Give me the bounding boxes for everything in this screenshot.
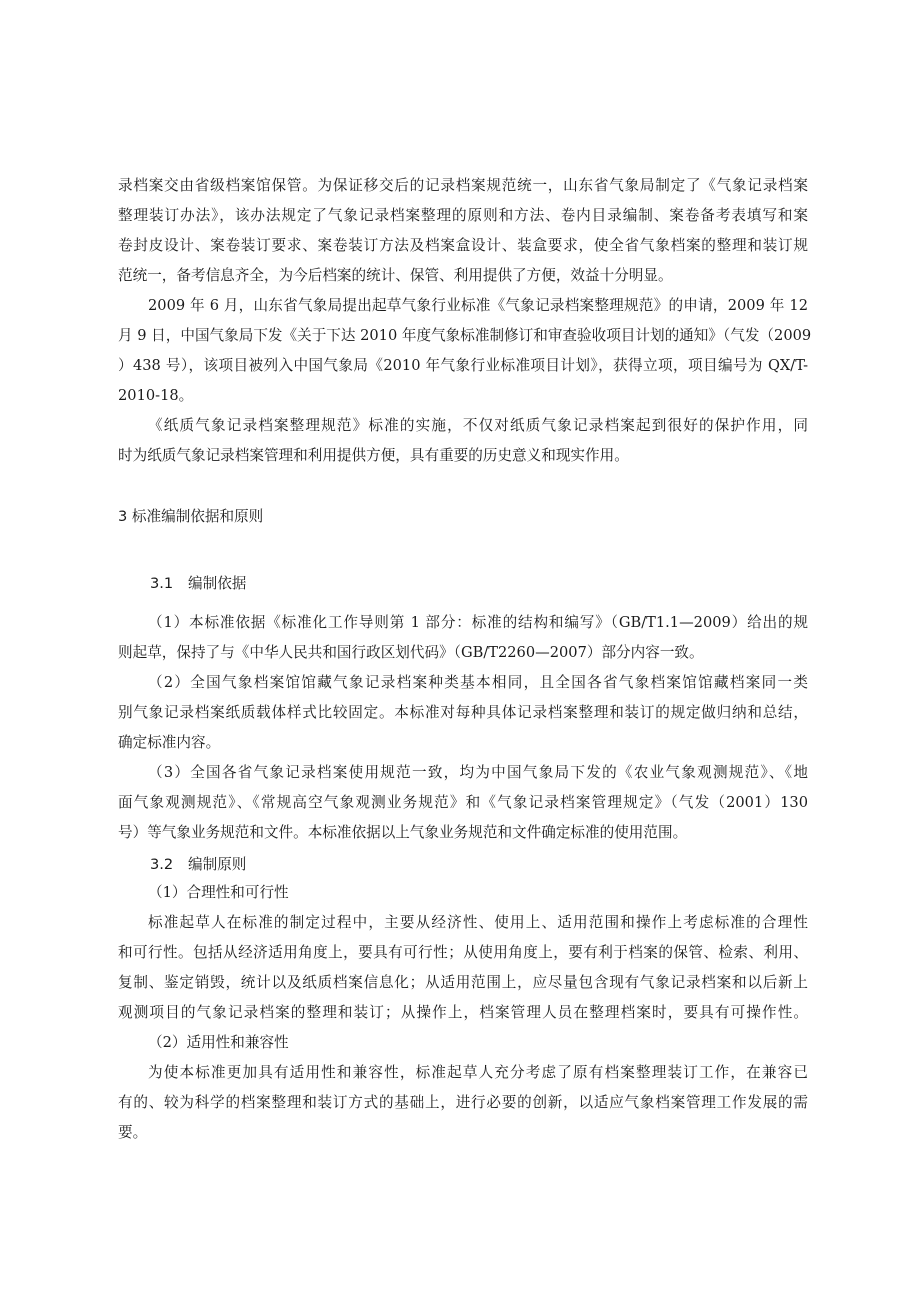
- text-line: 整理装订办法》，该办法规定了气象记录档案整理的原则和方法、卷内目录编制、案卷备考表填写和案: [118, 207, 808, 224]
- text-line: 观测项目的气象记录档案的整理和装订；从操作上，档案管理人员在整理档案时，要具有可操作性。: [118, 1004, 808, 1021]
- text-line: ）438 号），该项目被列入中国气象局《2010 年气象行业标准项目计划》，获得立项，项目编号为 QX/T-: [118, 357, 808, 374]
- text-line: 号）等气象业务规范和文件。本标准依据以上气象业务规范和文件确定标准的使用范围。: [118, 824, 688, 841]
- text-line: 2009 年 6 月，山东省气象局提出起草气象行业标准《气象记录档案整理规范》的申请，2009 年 12: [148, 297, 808, 314]
- text-line: 《纸质气象记录档案整理规范》标准的实施，不仅对纸质气象记录档案起到很好的保护作用，同: [148, 417, 808, 434]
- text-line: 时为纸质气象记录档案管理和利用提供方便，具有重要的历史意义和现实作用。: [118, 447, 629, 464]
- heading-title: 编制原则: [188, 856, 247, 873]
- text-line: 范统一，备考信息齐全，为今后档案的统计、保管、利用提供了方便，效益十分明显。: [118, 267, 673, 284]
- text-line: 确定标准内容。: [118, 734, 221, 751]
- text-line: 要。: [118, 1124, 148, 1141]
- section-heading-3: 3 标准编制依据和原则: [118, 508, 264, 525]
- text-line: 标准起草人在标准的制定过程中，主要从经济性、使用上、适用范围和操作上考虑标准的合理性: [148, 914, 808, 931]
- text-line: （1）本标准依据《标准化工作导则第 1 部分：标准的结构和编写》（GB/T1.1—2009）给出的规: [148, 614, 808, 631]
- text-line: 则起草，保持了与《中华人民共和国行政区划代码》（GB/T2260—2007）部分内容一致。: [118, 644, 704, 661]
- text-line: （2）全国气象档案馆馆藏气象记录档案种类基本相同，且全国各省气象档案馆馆藏档案同一类: [148, 674, 808, 691]
- heading-title: 编制依据: [188, 575, 247, 592]
- subsection-heading-3-2: [150, 853, 246, 874]
- principle-title: （2）适用性和兼容性: [148, 1034, 289, 1051]
- text-line: 卷封皮设计、案卷装订要求、案卷装订方法及档案盒设计、装盒要求，使全省气象档案的整理和装订规: [118, 237, 808, 254]
- subsection-heading-3-1: [150, 572, 246, 593]
- principle-title: （1）合理性和可行性: [148, 884, 289, 901]
- heading-number: 3.2: [150, 856, 174, 873]
- text-line: 面气象观测规范》、《常规高空气象观测业务规范》和《气象记录档案管理规定》（气发（2001）130: [118, 794, 808, 811]
- text-line: 和可行性。包括从经济适用角度上，要具有可行性；从使用角度上，要有利于档案的保管、检索、利用、: [118, 944, 808, 961]
- text-line: 月 9 日，中国气象局下发《关于下达 2010 年度气象标准制修订和审查验收项目计划的通知》（气发（2009: [118, 327, 812, 344]
- text-line: （3）全国各省气象记录档案使用规范一致，均为中国气象局下发的《农业气象观测规范》、《地: [148, 764, 808, 781]
- heading-number: 3.1: [150, 575, 174, 592]
- text-line: 有的、较为科学的档案整理和装订方式的基础上，进行必要的创新，以适应气象档案管理工作发展的需: [118, 1094, 808, 1111]
- text-line: 复制、鉴定销毁，统计以及纸质档案信息化；从适用范围上，应尽量包含现有气象记录档案和以后新上: [118, 974, 808, 991]
- text-line: 2010-18。: [118, 387, 194, 404]
- text-line: 录档案交由省级档案馆保管。为保证移交后的记录档案规范统一，山东省气象局制定了《气象记录档案: [118, 177, 808, 194]
- text-line: 为使本标准更加具有适用性和兼容性，标准起草人充分考虑了原有档案整理装订工作，在兼容已: [148, 1064, 808, 1081]
- text-line: 别气象记录档案纸质载体样式比较固定。本标准对每种具体记录档案整理和装订的规定做归纳和总结，: [118, 704, 808, 721]
